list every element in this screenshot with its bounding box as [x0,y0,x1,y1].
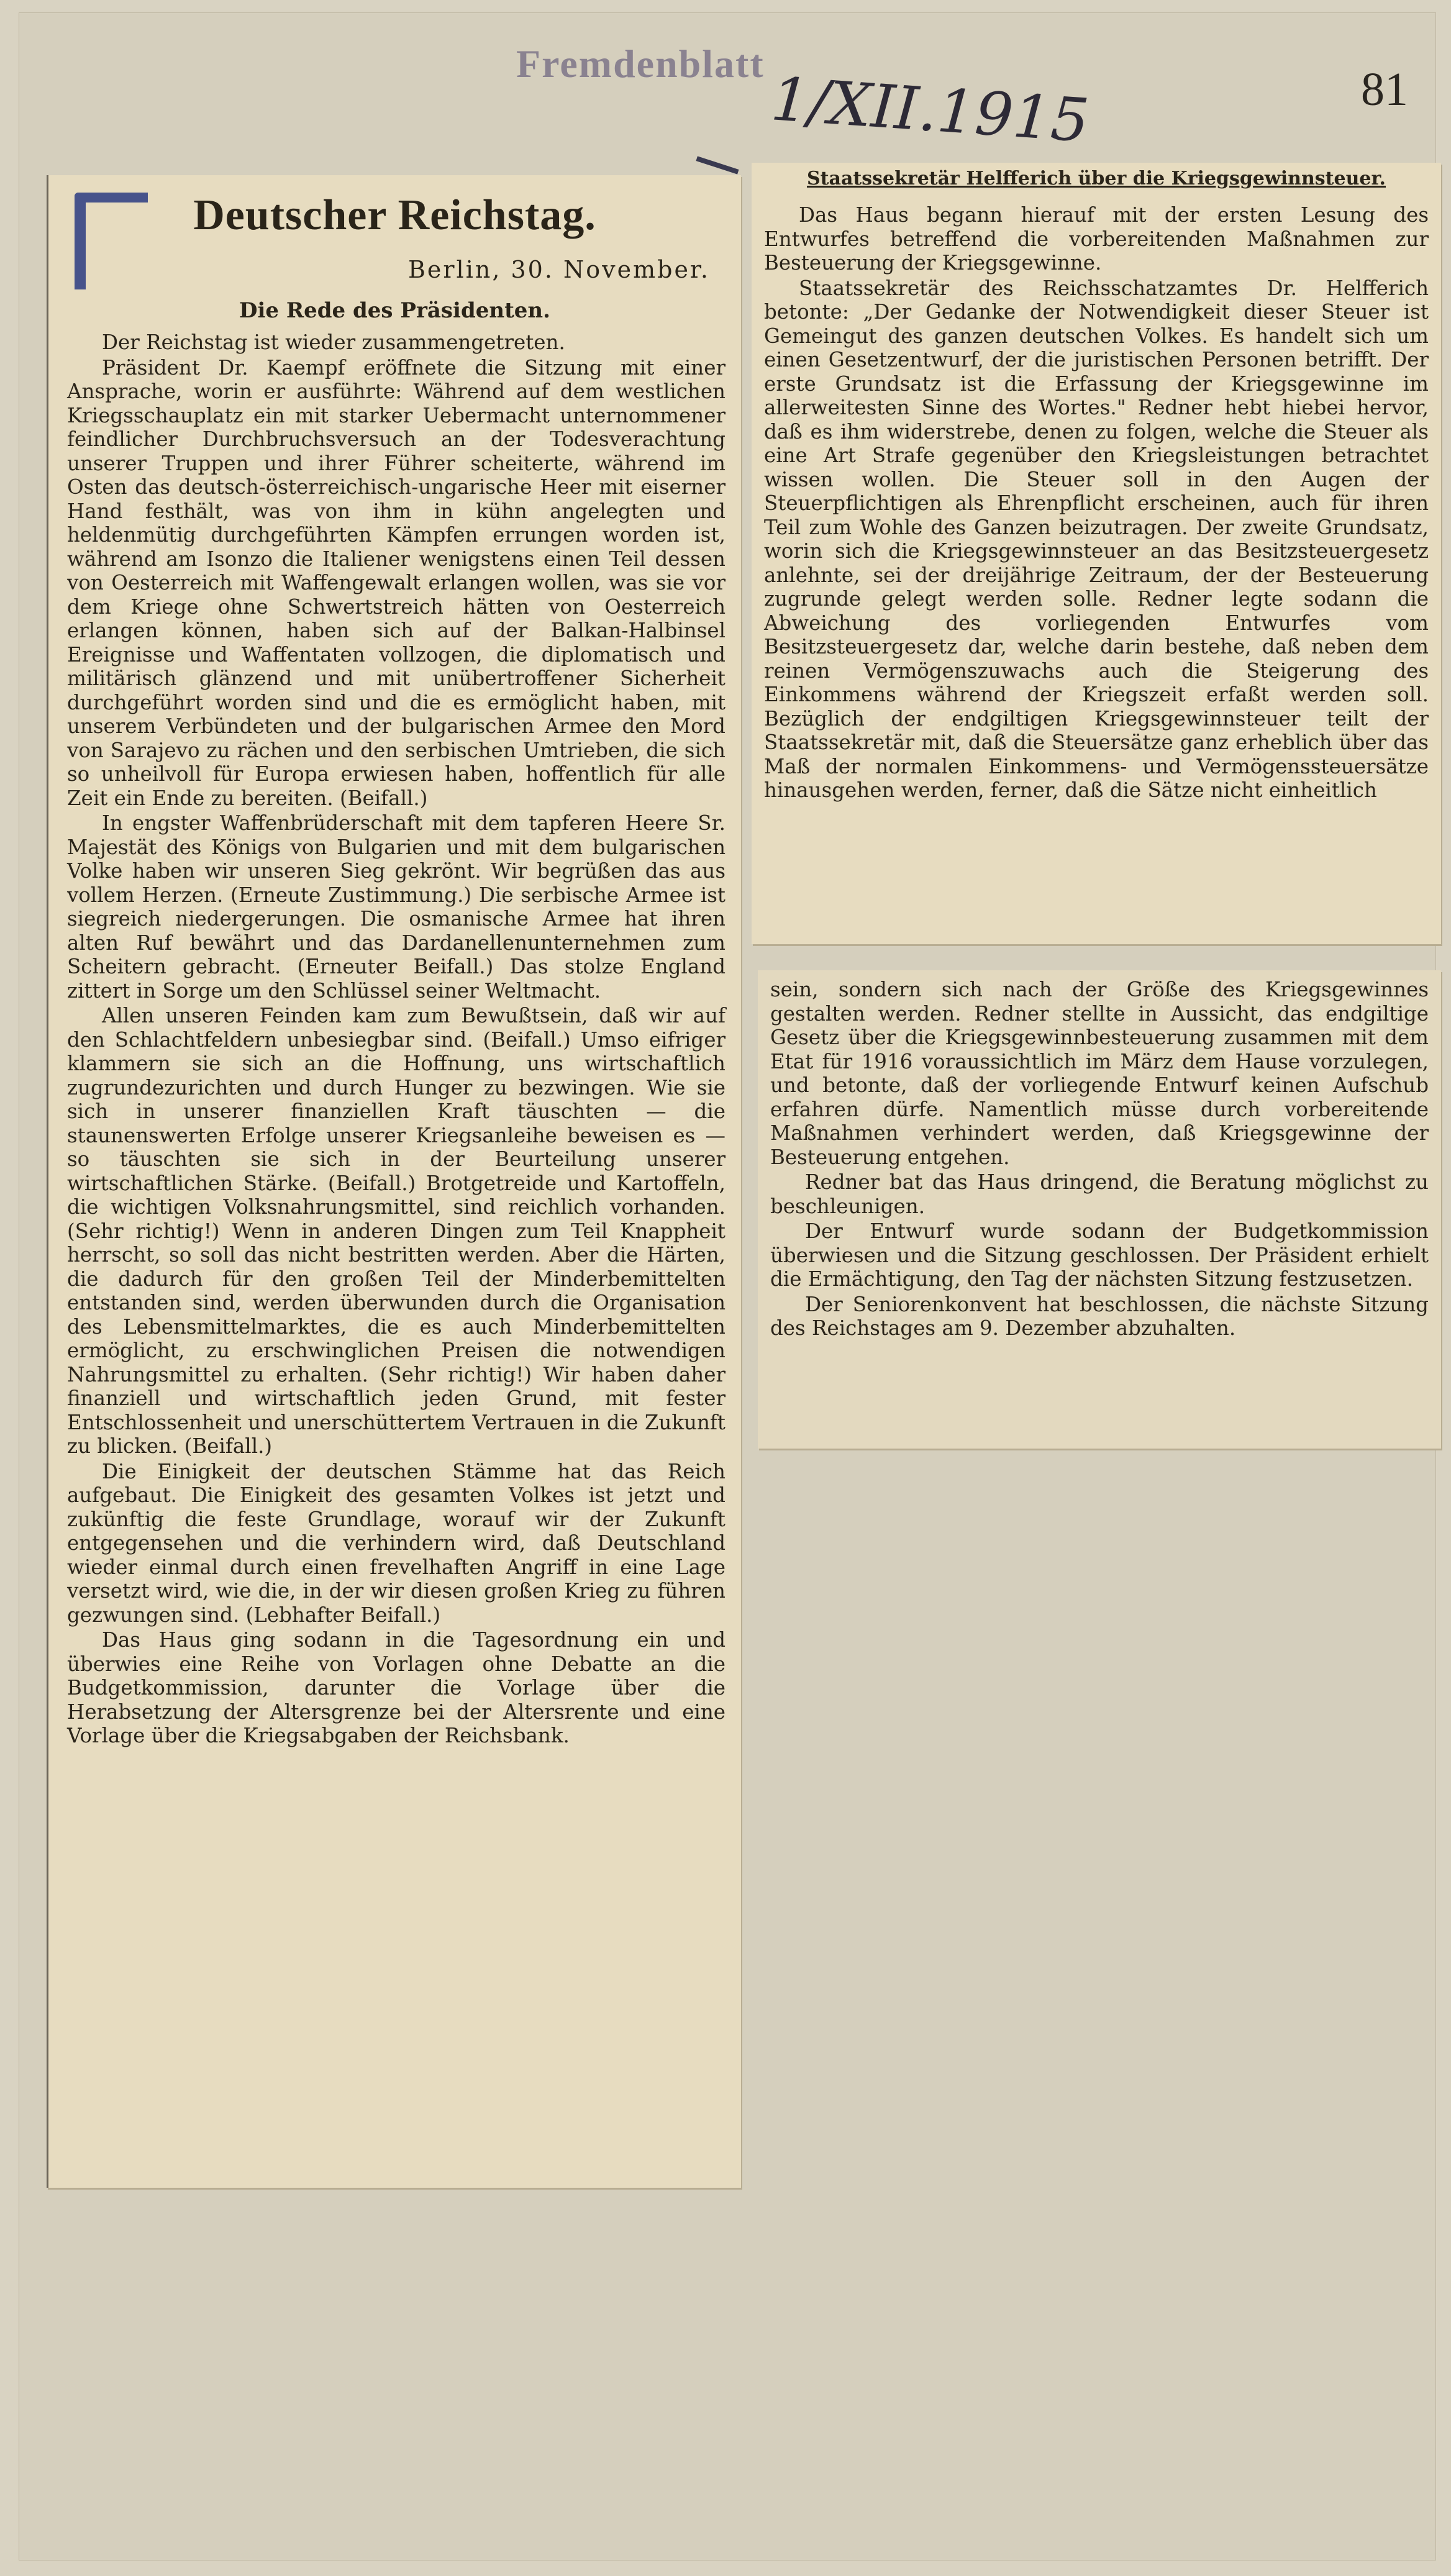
paragraph: Allen unseren Feinden kam zum Bewußtsein, daß wir auf den Schlachtfeldern unbesiegbar sind. (Beifall.) Umso eifriger klammern sie sich an die Hoffnung, uns wirtschaftlich zugrundezurichten und durch Hunger zu bezwingen. Wie sie sich in unserer finanziellen Kraft täuschten — die staunenswerten Erfolge unserer Kriegsanleihe beweisen es — so täuschten sie sich in der Beurteilung unserer wirtschaftlichen Stärke. (Beifall.) Brotgetreide und Kartoffeln, die wichtigen Volksnahrungsmittel, sind reichlich vorhanden. (Sehr richtig!) Wenn in anderen Dingen zum Teil Knappheit herrscht, so soll das nicht bestritten werden. Aber die Härten, die dadurch für den großen Teil der Minderbemittelten entstanden sind, werden überwunden durch die Organisation des Lebensmittelmarktes, die es auch Minderbemittelten ermöglicht, zu erschwinglichen Preisen die notwendigen Nahrungsmittel zu erhalten. (Sehr richtig!) Wir haben daher finanziell und wirtschaftlich jeden Grund, mit fester Entschlossenheit und unerschüttertem Vertrauen in die Zukunft zu blicken. (Beifall.) [67,1004,726,1458]
paragraph: Das Haus begann hierauf mit der ersten Lesung des Entwurfes betreffend die vorbereitenden Maßnahmen zur Besteuerung der Kriegsgewinne. [764,203,1429,275]
paragraph: Präsident Dr. Kaempf eröffnete die Sitzung mit einer Ansprache, worin er ausführte: Während auf dem westlichen Kriegsschauplatz ein mit starker Uebermacht unternommener feindlicher Durchbruchsversuch an der Todesverachtung unserer Truppen und ihrer Führer scheiterte, während im Osten das deutsch-österreichisch-ungarische Heer mit eiserner Hand festhält, was von ihm in kühn angelegten und heldenmütig durchgeführten Kämpfen errungen worden ist, während am Isonzo die Italiener wenigstens einen Teil dessen von Oesterreich mit Waffengewalt erlangen wollen, was sie vor dem Kriege ohne Schwertstreich hätten von Oesterreich erlangen können, haben sich auf der Balkan-Halbinsel Ereignisse und Waffentaten vollzogen, die diplomatisch und militärisch glänzend und mit unübertroffener Sicherheit durchgeführt worden sind und die es ermöglicht haben, mit unserem Verbündeten und der bulgarischen Armee den Mord von Sarajevo zu rächen und den serbischen Umtrieben, die sich so unheilvoll für Europa erwiesen haben, hoffentlich für alle Zeit ein Ende zu bereiten. (Beifall.) [67,355,726,810]
paragraph: Staatssekretär des Reichsschatzamtes Dr. Helfferich betonte: „Der Gedanke der Notwendigkeit dieser Steuer ist Gemeingut des ganzen deutschen Volkes. Es handelt sich um einen Gesetzentwurf, der die juristischen Personen betrifft. Der erste Grundsatz ist die Erfassung der Kriegsgewinne im allerweitesten Sinne des Wortes." Redner hebt hiebei hervor, daß es ihm widerstrebe, denen zu folgen, welche die Steuer als eine Art Strafe gegenüber den Kriegsleistungen betrachtet wissen wollen. Die Steuer soll in den Augen der Steuerpflichtigen als Ehrenpflicht erscheinen, auch für ihren Teil zum Wohle des Ganzen beizutragen. Der zweite Grundsatz, worin sich die Kriegsgewinnsteuer an das Besitzsteuergesetz anlehnte, sei der dreijährige Zeitraum, der der Besteuerung zugrunde gelegt werden solle. Redner legte sodann die Abweichung des vorliegenden Entwurfes vom Besitzsteuergesetz dar, welche darin bestehe, daß neben dem reinen Vermögenszuwachs auch die Steigerung des Einkommens während der Kriegszeit erfaßt werden soll. Bezüglich der endgiltigen Kriegsgewinnsteuer teilt der Staatssekretär mit, daß die Steuersätze ganz erheblich über das Maß der normalen Einkommens- und Vermögenssteuersätze hinausgehen werden, ferner, daß die Sätze nicht einheitlich [764,276,1429,802]
clipping-reichstag [47,175,741,2188]
paragraph: Der Reichstag ist wieder zusammengetreten. [102,330,565,354]
clipping-helfferich [752,163,1441,944]
paragraph: Redner bat das Haus dringend, die Beratung möglichst zu beschleunigen. [770,1170,1429,1218]
article-subhead: Die Rede des Präsidenten. [239,298,550,323]
paragraph: Das Haus ging sodann in die Tagesordnung ein und überwies eine Reihe von Vorlagen ohne Debatte an die Budgetkommission, darunter die Vorlage über die Herabsetzung der Altersgrenze bei der Altersrente und eine Vorlage über die Kriegsabgaben der Reichsbank. [67,1628,726,1747]
page-number: 81 [1361,63,1408,116]
article-body [67,330,726,1748]
clipping-helfferich-continued [758,970,1441,1449]
paragraph: Der Seniorenkonvent hat beschlossen, die nächste Sitzung des Reichstages am 9. Dezember abzuhalten. [770,1292,1429,1340]
article-headline: Staatssekretär Helfferich über die Kriegsgewinnsteuer. [806,168,1386,189]
handwritten-date: 1/XII.1915 [768,64,1091,156]
paragraph: Der Entwurf wurde sodann der Budgetkommission überwiesen und die Sitzung geschlossen. Der Präsident erhielt die Ermächtigung, den Tag der nächsten Sitzung festzusetzen. [770,1219,1429,1291]
paragraph: In engster Waffenbrüderschaft mit dem tapferen Heere Sr. Majestät des Königs von Bulgarien und mit dem bulgarischen Volke haben wir unseren Sieg gekrönt. Wir begrüßen das aus vollem Herzen. (Erneute Zustimmung.) Die serbische Armee ist siegreich niedergerungen. Die osmanische Armee hat ihren alten Ruf bewährt und das Dardanellenunternehmen zum Scheitern gebracht. (Erneuter Beifall.) Das stolze England zittert in Sorge um den Schlüssel seiner Weltmacht. [67,811,726,1003]
article-body [764,203,1429,803]
article-dateline: Berlin, 30. November. [407,256,710,283]
blue-pencil-mark [75,193,148,289]
paragraph: Die Einigkeit der deutschen Stämme hat das Reich aufgebaut. Die Einigkeit des gesamten Volkes ist jetzt und zukünftig die feste Grundlage, worauf wir der Zukunft entgegensehen und die verhindern wird, daß Deutschland wieder einmal durch einen frevelhaften Angriff in eine Lage versetzt wird, wie die, in der wir diesen großen Krieg zu führen gezwungen sind. (Lebhafter Beifall.) [67,1459,726,1627]
article-body [770,978,1429,1340]
article-headline: Deutscher Reichstag. [193,191,596,239]
newspaper-stamp: Fremdenblatt [516,42,765,86]
paragraph: sein, sondern sich nach der Größe des Kriegsgewinnes gestalten werden. Redner stellte in Aussicht, das endgiltige Gesetz über die Kriegsgewinnbesteuerung zusammen mit dem Etat für 1916 voraussichtlich im März dem Hause vorzulegen, und betonte, daß der vorliegende Entwurf keinen Aufschub erfahren dürfe. Namentlich müsse durch vorbereitende Maßnahmen verhindert werden, daß Kriegsgewinne der Besteuerung entgehen. [770,978,1429,1169]
